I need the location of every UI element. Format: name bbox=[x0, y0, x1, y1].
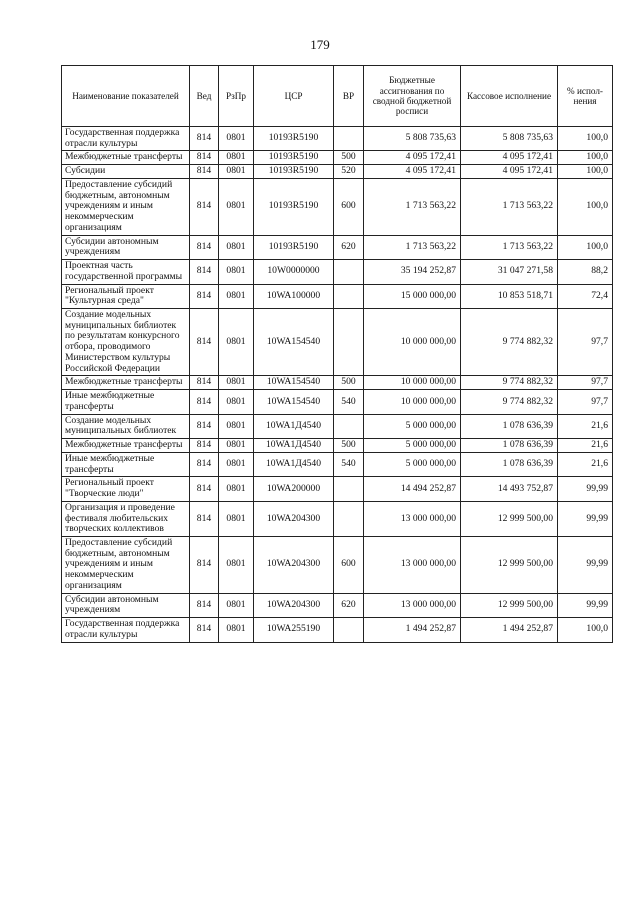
cell-vr: 600 bbox=[334, 536, 364, 593]
cell-pct: 97,7 bbox=[558, 309, 613, 376]
table-row bbox=[62, 593, 613, 617]
cell-name: Создание модельных муниципальных библиотек bbox=[62, 414, 190, 438]
table-row bbox=[62, 284, 613, 308]
cell-pct: 21,6 bbox=[558, 452, 613, 476]
cell-vr bbox=[334, 414, 364, 438]
cell-name: Государственная поддержка отрасли культуры bbox=[62, 127, 190, 151]
cell-rzpr: 0801 bbox=[219, 235, 254, 259]
cell-pct: 100,0 bbox=[558, 178, 613, 235]
cell-plan: 5 000 000,00 bbox=[364, 439, 461, 453]
cell-vr: 620 bbox=[334, 593, 364, 617]
cell-vr: 520 bbox=[334, 165, 364, 179]
cell-ved: 814 bbox=[190, 151, 219, 165]
table-row bbox=[62, 501, 613, 536]
cell-name: Субсидии автономным учреждениям bbox=[62, 235, 190, 259]
cell-rzpr: 0801 bbox=[219, 390, 254, 414]
cell-name: Субсидии автономным учреждениям bbox=[62, 593, 190, 617]
budget-execution-table bbox=[61, 65, 613, 643]
cell-pct: 21,6 bbox=[558, 439, 613, 453]
cell-plan: 4 095 172,41 bbox=[364, 165, 461, 179]
cell-csr: 10WA154540 bbox=[254, 390, 334, 414]
cell-plan: 1 713 563,22 bbox=[364, 235, 461, 259]
cell-csr: 10WA154540 bbox=[254, 309, 334, 376]
cell-rzpr: 0801 bbox=[219, 501, 254, 536]
cell-cash: 9 774 882,32 bbox=[461, 376, 558, 390]
cell-plan: 13 000 000,00 bbox=[364, 536, 461, 593]
cell-ved: 814 bbox=[190, 477, 219, 501]
cell-pct: 99,99 bbox=[558, 593, 613, 617]
cell-ved: 814 bbox=[190, 593, 219, 617]
cell-rzpr: 0801 bbox=[219, 439, 254, 453]
cell-csr: 10WA204300 bbox=[254, 536, 334, 593]
header-cash: Кассовое исполнение bbox=[461, 66, 558, 127]
cell-csr: 10WA204300 bbox=[254, 593, 334, 617]
cell-ved: 814 bbox=[190, 376, 219, 390]
cell-cash: 1 713 563,22 bbox=[461, 178, 558, 235]
cell-rzpr: 0801 bbox=[219, 593, 254, 617]
table-row bbox=[62, 452, 613, 476]
cell-ved: 814 bbox=[190, 165, 219, 179]
cell-ved: 814 bbox=[190, 309, 219, 376]
cell-plan: 35 194 252,87 bbox=[364, 260, 461, 284]
cell-name: Создание модельных муниципальных библиотек по результатам конкурсного отбора, проводимого Министерством культуры Российской Федерации bbox=[62, 309, 190, 376]
cell-ved: 814 bbox=[190, 235, 219, 259]
cell-cash: 12 999 500,00 bbox=[461, 593, 558, 617]
table-row bbox=[62, 439, 613, 453]
cell-cash: 14 493 752,87 bbox=[461, 477, 558, 501]
cell-plan: 14 494 252,87 bbox=[364, 477, 461, 501]
cell-pct: 99,99 bbox=[558, 501, 613, 536]
cell-csr: 10WA1Д4540 bbox=[254, 414, 334, 438]
cell-cash: 1 713 563,22 bbox=[461, 235, 558, 259]
cell-csr: 10193R5190 bbox=[254, 165, 334, 179]
cell-ved: 814 bbox=[190, 452, 219, 476]
cell-rzpr: 0801 bbox=[219, 618, 254, 642]
table-row bbox=[62, 536, 613, 593]
cell-cash: 10 853 518,71 bbox=[461, 284, 558, 308]
cell-vr: 500 bbox=[334, 439, 364, 453]
cell-pct: 100,0 bbox=[558, 151, 613, 165]
cell-name: Межбюджетные трансферты bbox=[62, 439, 190, 453]
cell-ved: 814 bbox=[190, 284, 219, 308]
cell-pct: 88,2 bbox=[558, 260, 613, 284]
cell-name: Межбюджетные трансферты bbox=[62, 376, 190, 390]
cell-pct: 21,6 bbox=[558, 414, 613, 438]
cell-csr: 10WA100000 bbox=[254, 284, 334, 308]
cell-cash: 31 047 271,58 bbox=[461, 260, 558, 284]
cell-pct: 97,7 bbox=[558, 376, 613, 390]
cell-name: Проектная часть государственной программы bbox=[62, 260, 190, 284]
cell-plan: 1 713 563,22 bbox=[364, 178, 461, 235]
cell-vr bbox=[334, 477, 364, 501]
cell-rzpr: 0801 bbox=[219, 284, 254, 308]
cell-cash: 12 999 500,00 bbox=[461, 501, 558, 536]
table-row bbox=[62, 178, 613, 235]
cell-ved: 814 bbox=[190, 501, 219, 536]
cell-vr: 500 bbox=[334, 376, 364, 390]
table-row bbox=[62, 477, 613, 501]
cell-csr: 10WA204300 bbox=[254, 501, 334, 536]
cell-csr: 10WA1Д4540 bbox=[254, 439, 334, 453]
table-row bbox=[62, 309, 613, 376]
cell-name: Региональный проект "Культурная среда" bbox=[62, 284, 190, 308]
table-row bbox=[62, 235, 613, 259]
header-rzpr: РзПр bbox=[219, 66, 254, 127]
cell-ved: 814 bbox=[190, 536, 219, 593]
table-body bbox=[62, 127, 613, 643]
cell-csr: 10W0000000 bbox=[254, 260, 334, 284]
cell-pct: 99,99 bbox=[558, 536, 613, 593]
cell-rzpr: 0801 bbox=[219, 260, 254, 284]
table-row bbox=[62, 165, 613, 179]
cell-rzpr: 0801 bbox=[219, 452, 254, 476]
cell-csr: 10WA154540 bbox=[254, 376, 334, 390]
cell-cash: 1 078 636,39 bbox=[461, 439, 558, 453]
cell-name: Иные межбюджетные трансферты bbox=[62, 452, 190, 476]
cell-name: Иные межбюджетные трансферты bbox=[62, 390, 190, 414]
cell-csr: 10WA1Д4540 bbox=[254, 452, 334, 476]
table-row bbox=[62, 414, 613, 438]
cell-name: Организация и проведение фестиваля любительских творческих коллективов bbox=[62, 501, 190, 536]
cell-rzpr: 0801 bbox=[219, 309, 254, 376]
cell-cash: 4 095 172,41 bbox=[461, 151, 558, 165]
header-vr: ВР bbox=[334, 66, 364, 127]
table-row bbox=[62, 618, 613, 642]
cell-plan: 10 000 000,00 bbox=[364, 309, 461, 376]
cell-vr bbox=[334, 501, 364, 536]
cell-ved: 814 bbox=[190, 260, 219, 284]
cell-cash: 1 078 636,39 bbox=[461, 452, 558, 476]
table-row bbox=[62, 390, 613, 414]
table-row bbox=[62, 151, 613, 165]
cell-plan: 5 000 000,00 bbox=[364, 452, 461, 476]
cell-ved: 814 bbox=[190, 414, 219, 438]
cell-vr bbox=[334, 260, 364, 284]
cell-vr bbox=[334, 284, 364, 308]
cell-vr: 540 bbox=[334, 390, 364, 414]
cell-plan: 13 000 000,00 bbox=[364, 501, 461, 536]
table-row bbox=[62, 376, 613, 390]
cell-vr bbox=[334, 309, 364, 376]
cell-ved: 814 bbox=[190, 390, 219, 414]
cell-plan: 13 000 000,00 bbox=[364, 593, 461, 617]
cell-plan: 10 000 000,00 bbox=[364, 376, 461, 390]
cell-csr: 10193R5190 bbox=[254, 235, 334, 259]
cell-ved: 814 bbox=[190, 618, 219, 642]
cell-vr: 500 bbox=[334, 151, 364, 165]
cell-cash: 1 494 252,87 bbox=[461, 618, 558, 642]
cell-name: Межбюджетные трансферты bbox=[62, 151, 190, 165]
cell-cash: 12 999 500,00 bbox=[461, 536, 558, 593]
cell-pct: 100,0 bbox=[558, 235, 613, 259]
cell-rzpr: 0801 bbox=[219, 151, 254, 165]
cell-name: Государственная поддержка отрасли культуры bbox=[62, 618, 190, 642]
cell-cash: 9 774 882,32 bbox=[461, 390, 558, 414]
cell-csr: 10WA200000 bbox=[254, 477, 334, 501]
table-row bbox=[62, 127, 613, 151]
cell-name: Субсидии bbox=[62, 165, 190, 179]
cell-csr: 10WA255190 bbox=[254, 618, 334, 642]
cell-name: Региональный проект "Творческие люди" bbox=[62, 477, 190, 501]
cell-vr: 620 bbox=[334, 235, 364, 259]
cell-plan: 5 000 000,00 bbox=[364, 414, 461, 438]
cell-vr: 600 bbox=[334, 178, 364, 235]
cell-pct: 100,0 bbox=[558, 127, 613, 151]
cell-cash: 9 774 882,32 bbox=[461, 309, 558, 376]
cell-pct: 99,99 bbox=[558, 477, 613, 501]
cell-plan: 10 000 000,00 bbox=[364, 390, 461, 414]
cell-rzpr: 0801 bbox=[219, 536, 254, 593]
cell-plan: 5 808 735,63 bbox=[364, 127, 461, 151]
header-name: Наименование показателей bbox=[62, 66, 190, 127]
cell-plan: 15 000 000,00 bbox=[364, 284, 461, 308]
header-plan: Бюджетные ассигнования по сводной бюджетной росписи bbox=[364, 66, 461, 127]
cell-pct: 100,0 bbox=[558, 618, 613, 642]
cell-pct: 72,4 bbox=[558, 284, 613, 308]
cell-rzpr: 0801 bbox=[219, 127, 254, 151]
cell-csr: 10193R5190 bbox=[254, 178, 334, 235]
cell-pct: 100,0 bbox=[558, 165, 613, 179]
cell-rzpr: 0801 bbox=[219, 376, 254, 390]
cell-name: Предоставление субсидий бюджетным, автономным учреждениям и иным некоммерческим организациям bbox=[62, 178, 190, 235]
header-pct: % испол-нения bbox=[558, 66, 613, 127]
cell-cash: 5 808 735,63 bbox=[461, 127, 558, 151]
cell-name: Предоставление субсидий бюджетным, автономным учреждениям и иным некоммерческим организациям bbox=[62, 536, 190, 593]
cell-csr: 10193R5190 bbox=[254, 127, 334, 151]
cell-plan: 4 095 172,41 bbox=[364, 151, 461, 165]
cell-vr: 540 bbox=[334, 452, 364, 476]
cell-rzpr: 0801 bbox=[219, 165, 254, 179]
page-number: 179 bbox=[310, 37, 330, 52]
header-ved: Вед bbox=[190, 66, 219, 127]
cell-rzpr: 0801 bbox=[219, 477, 254, 501]
cell-cash: 4 095 172,41 bbox=[461, 165, 558, 179]
cell-rzpr: 0801 bbox=[219, 178, 254, 235]
cell-ved: 814 bbox=[190, 439, 219, 453]
cell-rzpr: 0801 bbox=[219, 414, 254, 438]
cell-vr bbox=[334, 618, 364, 642]
cell-pct: 97,7 bbox=[558, 390, 613, 414]
table-header-row bbox=[62, 66, 613, 127]
cell-cash: 1 078 636,39 bbox=[461, 414, 558, 438]
table-row bbox=[62, 260, 613, 284]
cell-ved: 814 bbox=[190, 178, 219, 235]
cell-vr bbox=[334, 127, 364, 151]
cell-ved: 814 bbox=[190, 127, 219, 151]
cell-csr: 10193R5190 bbox=[254, 151, 334, 165]
header-csr: ЦСР bbox=[254, 66, 334, 127]
cell-plan: 1 494 252,87 bbox=[364, 618, 461, 642]
